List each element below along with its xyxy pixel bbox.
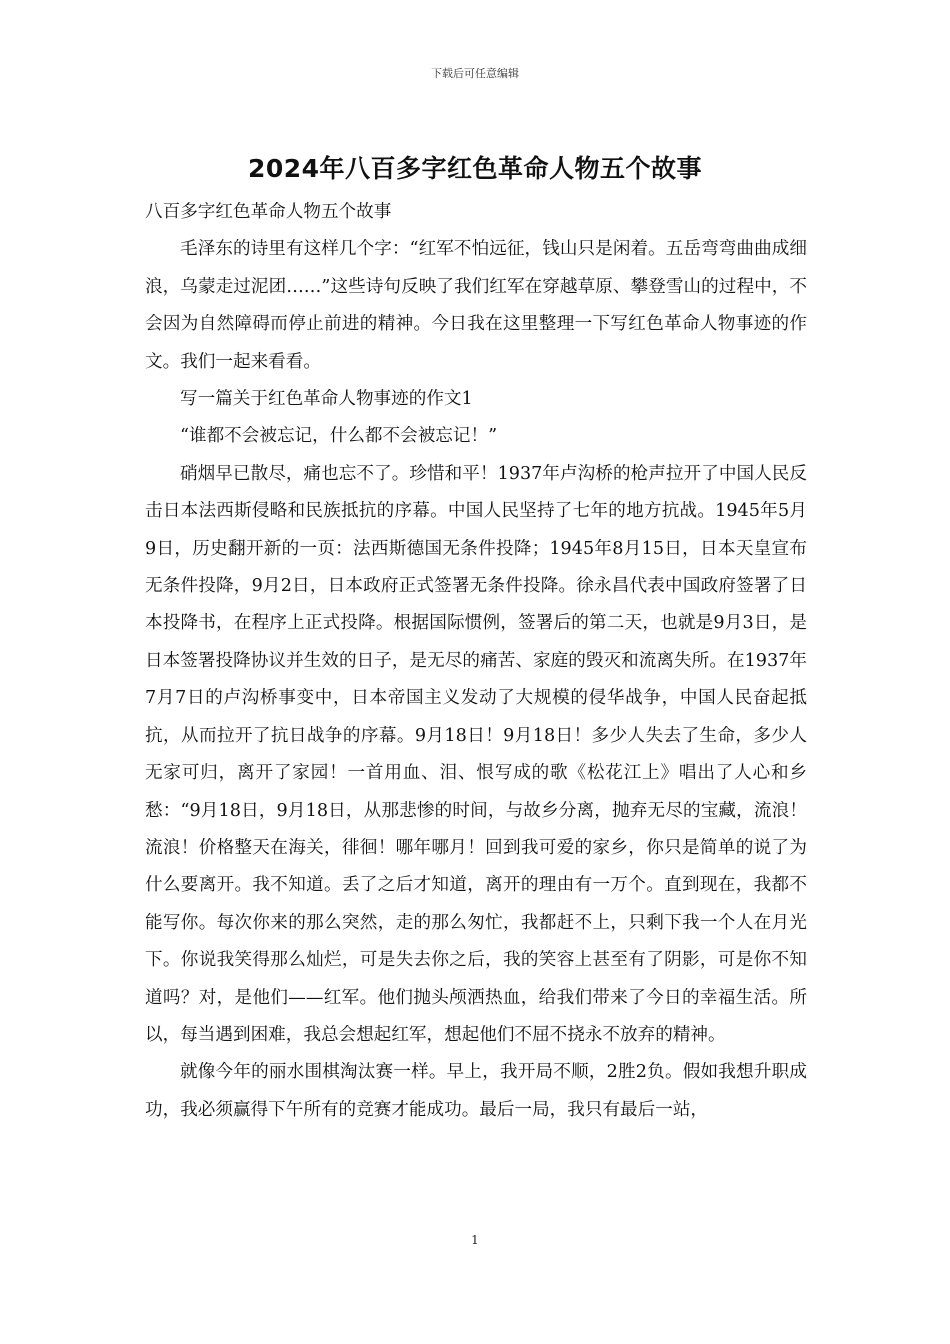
paragraph-intro: 毛泽东的诗里有这样几个字：“红军不怕远征，钱山只是闲着。五岳弯弯曲曲成细浪，乌蒙走过泥团……”这些诗句反映了我们红军在穿越草原、攀登雪山的过程中，不会因为自然障碍而停止前进的精神。今日我在这里整理一下写红色革命人物事迹的作文。我们一起来看看。 <box>145 239 807 372</box>
paragraph-main: 硝烟早已散尽，痛也忘不了。珍惜和平！1937年卢沟桥的枪声拉开了中国人民反击日本法西斯侵略和民族抵抗的序幕。中国人民坚持了七年的地方抗战。1945年5月9日，历史翻开新的一页：法西斯德国无条件投降；1945年8月15日，日本天皇宣布无条件投降，9月2日，日本政府正式签署无条件投降。徐永昌代表中国政府签署了日本投降书，在程序上正式投降。根据国际惯例，签署后的第二天，也就是9月3日，是日本签署投降协议并生效的日子，是无尽的痛苦、家庭的毁灭和流离失所。在1937年7月7日的卢沟桥事变中，日本帝国主义发动了大规模的侵华战争，中国人民奋起抵抗，从而拉开了抗日战争的序幕。9月18日！9月18日！多少人失去了生命，多少人无家可归，离开了家园！一首用血、泪、恨写成的歌《松花江上》唱出了人心和乡愁：“9月18日，9月18日，从那悲惨的时间，与故乡分离，抛弃无尽的宝藏，流浪！流浪！价格整天在海关，徘徊！哪年哪月！回到我可爱的家乡，你只是简单的说了为什么要离开。我不知道。丢了之后才知道，离开的理由有一万个。直到现在，我都不能写你。每次你来的那么突然，走的那么匆忙，我都赶不上，只剩下我一个人在月光下。你说我笑得那么灿烂，可是失去你之后，我的笑容上甚至有了阴影，可是你不知道吗？对，是他们——红军。他们抛头颅洒热血，给我们带来了今日的幸福生活。所以，每当遇到困难，我总会想起红军，想起他们不屈不挠永不放弃的精神。 <box>145 463 807 1045</box>
paragraph-closing: 就像今年的丽水围棋淘汰赛一样。早上，我开局不顺，2胜2负。假如我想升职成功，我必须赢得下午所有的竞赛才能成功。最后一局，我只有最后一站， <box>145 1062 807 1120</box>
section-heading: 写一篇关于红色革命人物事迹的作文1 <box>180 389 473 410</box>
header-note: 下载后可任意编辑 <box>431 67 519 80</box>
document-title: 2024年八百多字红色革命人物五个故事 <box>247 154 703 183</box>
paragraph-quote: “谁都不会被忘记，什么都不会被忘记！” <box>180 426 498 447</box>
document-subtitle: 八百多字红色革命人物五个故事 <box>145 202 392 222</box>
page-number: 1 <box>471 1233 479 1247</box>
document-body <box>145 194 807 1129</box>
